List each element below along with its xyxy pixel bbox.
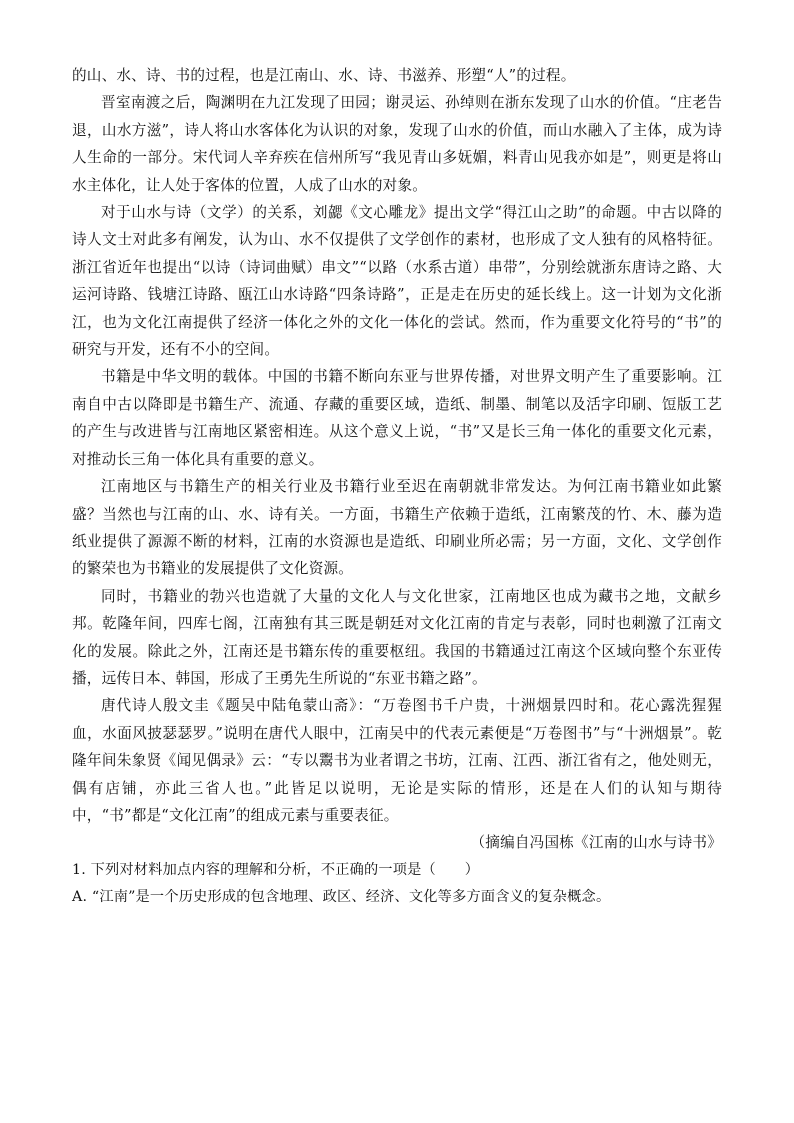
paragraph-continued: 的山、水、诗、书的过程，也是江南山、水、诗、书滋养、形塑“人”的过程。	[72, 67, 576, 84]
paragraph: 晋室南渡之后，陶渊明在九江发现了田园；谢灵运、孙绰则在浙东发现了山水的价值。“庄老告退，山水方滋”，诗人将山水客体化为认识的对象，发现了山水的价值，而山水融入了主体，成为诗人生命的一部分。宋代词人辛弃疾在信州所写“我见青山多妩媚，料青山见我亦如是”，则更是将山水主体化，让人处于客体的位置，人成了山水的对象。	[72, 94, 722, 194]
question-option-a: A. “江南”是一个历史形成的包含地理、政区、经济、文化等多方面含义的复杂概念。	[72, 889, 611, 906]
paragraph: 书籍是中华文明的载体。中国的书籍不断向东亚与世界传播，对世界文明产生了重要影响。江南自中古以降即是书籍生产、流通、存藏的重要区域，造纸、制墨、制笔以及活字印刷、饾版工艺的产生与改进皆与江南地区紧密相连。从这个意义上说，“书”又是长三角一体化的重要文化元素，对推动长三角一体化具有重要的意义。	[72, 368, 722, 468]
paragraph: 江南地区与书籍生产的相关行业及书籍行业至迟在南朝就非常发达。为何江南书籍业如此繁盛？当然也与江南的山、水、诗有关。一方面，书籍生产依赖于造纸，江南繁茂的竹、木、藤为造纸业提供了源源不断的材料，江南的水资源也是造纸、印刷业所必需；另一方面，文化、文学创作的繁荣也为书籍业的发展提供了文化资源。	[72, 478, 722, 578]
paragraph: 对于山水与诗（文学）的关系，刘勰《文心雕龙》提出文学“得江山之助”的命题。中古以降的诗人文士对此多有阐发，认为山、水不仅提供了文学创作的素材，也形成了文人独有的风格特征。浙江省近年也提出“以诗（诗词曲赋）串文”“以路（水系古道）串带”，分别绘就浙东唐诗之路、大运河诗路、钱塘江诗路、瓯江山水诗路“四条诗路”，正是走在历史的延长线上。这一计划为文化浙江，也为文化江南提供了经济一体化之外的文化一体化的尝试。然而，作为重要文化符号的“书”的研究与开发，还有不小的空间。	[72, 204, 722, 359]
source-citation: （摘编自冯国栋《江南的山水与诗书》	[470, 834, 722, 852]
paragraph: 唐代诗人殷文圭《题吴中陆龟蒙山斋》：“万卷图书千户贵，十洲烟景四时和。花心露洗猩猩血，水面风披瑟瑟罗。”说明在唐代人眼中，江南吴中的代表元素便是“万卷图书”与“十洲烟景”。乾隆年间朱象贤《闻见偶录》云：“专以鬻书为业者谓之书坊，江南、江西、浙江省有之，他处则无，偶有店铺，亦此三省人也。”此皆足以说明，无论是实际的情形，还是在人们的认知与期待中，“书”都是“文化江南”的组成元素与重要表征。	[72, 697, 722, 824]
paragraph: 同时，书籍业的勃兴也造就了大量的文化人与文化世家，江南地区也成为藏书之地，文献乡邦。乾隆年间，四库七阁，江南独有其三既是朝廷对文化江南的肯定与表彰，同时也刺激了江南文化的发展。除此之外，江南还是书籍东传的重要枢纽。我国的书籍通过江南这个区域向整个东亚传播，远传日本、韩国，形成了王勇先生所说的“东亚书籍之路”。	[72, 587, 722, 687]
document-body	[72, 62, 722, 912]
question-stem: 1. 下列对材料加点内容的理解和分析，不正确的一项是（ ）	[72, 861, 480, 878]
